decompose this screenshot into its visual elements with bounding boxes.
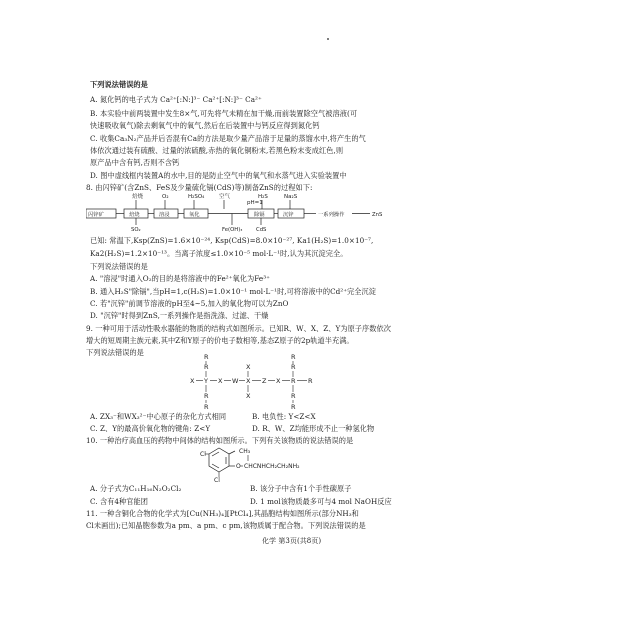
q9-structural-formula bbox=[190, 352, 360, 412]
svg-text:O: O bbox=[236, 463, 241, 470]
svg-text:Y: Y bbox=[204, 377, 208, 385]
svg-text:X: X bbox=[190, 377, 195, 385]
q7-option-c-line3: 原产品中含有钙,否则不含钙 bbox=[90, 158, 180, 167]
flow-byproduct-feoh3: Fe(OH)₃ bbox=[222, 227, 243, 233]
q8-data-line1: 已知: 常温下,Ksp(ZnS)=1.6×10⁻²⁴, Ksp(CdS)=8.0×10⁻²⁷, Ka1(H₂S)=1.0×10⁻⁷, bbox=[90, 236, 374, 245]
svg-text:X: X bbox=[246, 363, 251, 371]
q7-option-c-line2: 体依次通过装有硫酸、过量的浓硫酸,赤热的氧化铜粉末,若黑色粉末变成红色,则 bbox=[90, 146, 344, 155]
svg-text:R: R bbox=[204, 392, 209, 400]
svg-text:W: W bbox=[232, 377, 239, 385]
flow-byproduct-cds: CdS bbox=[256, 227, 267, 233]
q9-stem-line2: 增大的短周期主族元素,其中Z和Y原子的价电子数相等,基态Z原子的2p轨道半充满。 bbox=[86, 336, 354, 345]
q8-data-line2: Ka2(H₂S)=1.2×10⁻¹³。当离子浓度≤1.0×10⁻⁵ mol·L⁻¹时,认为其沉淀完全。 bbox=[90, 249, 348, 258]
scan-speck bbox=[327, 38, 329, 40]
q9-option-c: C. Z、Y的最高价氧化物的键角: Z<Y bbox=[90, 424, 211, 433]
q9-stem-line3: 下列说法错误的是 bbox=[86, 348, 144, 357]
q9-option-d: D. R、W、Z均能形成不止一种氢化物 bbox=[252, 424, 375, 433]
svg-text:X: X bbox=[218, 377, 223, 385]
q8-option-a: A. "溶浸"时通入O₂的目的是将溶液中的Fe²⁺氧化为Fe³⁺ bbox=[90, 274, 270, 283]
q7-prompt: 下列说法错误的是 bbox=[90, 80, 148, 89]
svg-text:一系列操作: 一系列操作 bbox=[318, 212, 345, 218]
flow-byproduct-so2: SO₂ bbox=[131, 227, 141, 233]
svg-text:R: R bbox=[204, 403, 209, 411]
svg-text:溶浸: 溶浸 bbox=[159, 212, 170, 218]
svg-text:R: R bbox=[291, 403, 296, 411]
svg-text:Cl: Cl bbox=[214, 477, 220, 484]
flow-top-label-4: 空气 bbox=[219, 194, 231, 200]
flow-product: ZnS bbox=[372, 212, 383, 218]
flow-top-label-3: H₂SO₄ bbox=[188, 194, 205, 200]
page-footer: 化学 第3页(共8页) bbox=[262, 537, 322, 545]
svg-text:Z: Z bbox=[262, 377, 267, 385]
q7-option-d: D. 图中虚线框内装置A的水中,目的是防止空气中的氧气和水蒸气进入实验装置中 bbox=[90, 171, 347, 180]
svg-text:X: X bbox=[246, 377, 251, 385]
q10-stem: 10. 一种治疗高血压的药物中间体的结构如图所示。下列有关该物质的说法错误的是 bbox=[86, 436, 354, 445]
svg-text:Cl: Cl bbox=[200, 451, 206, 458]
flow-top-label-2: O₂ bbox=[162, 194, 169, 200]
q10-option-c: C. 含有4种官能团 bbox=[90, 497, 149, 506]
q7-option-b-line1: B. 本实验中前两装置中发生8×气,可先将气未精在加干燥,而前装置除空气被溶液(可 bbox=[90, 109, 358, 118]
q8-option-b: B. 通入H₂S"除镉",当pH=1,c(H₂S)=1.0×10⁻¹ mol·L⁻¹时,可将溶液中的Cd²⁺完全沉淀 bbox=[90, 287, 376, 296]
svg-text:氧化: 氧化 bbox=[189, 212, 200, 218]
flow-top-label-7: Na₂S bbox=[284, 194, 298, 200]
q10-option-a: A. 分子式为C₁₁H₁₆N₂O₂Cl₂ bbox=[90, 484, 182, 493]
svg-text:R: R bbox=[291, 353, 296, 361]
q9-option-a: A. ZX₃⁻和WX₃²⁻中心原子的杂化方式相同 bbox=[90, 412, 227, 421]
svg-text:CH₃: CH₃ bbox=[239, 448, 251, 455]
svg-text:R: R bbox=[204, 353, 209, 361]
svg-text:CHCNHCH₂CH₂NH₂: CHCNHCH₂CH₂NH₂ bbox=[244, 463, 300, 470]
q11-stem-line1: 11. 一种含铜化合物的化学式为[Cu(NH₃)₄][PtCl₄],其晶胞结构如图所示(部分NH₃和 bbox=[86, 509, 359, 518]
svg-text:R: R bbox=[291, 363, 296, 371]
svg-text:X: X bbox=[246, 392, 251, 400]
q10-option-d: D. 1 mol该物质最多可与4 mol NaOH反应 bbox=[250, 497, 392, 506]
svg-text:R: R bbox=[291, 392, 296, 400]
q11-stem-line2: Cl未画出);已知晶胞参数为a pm、a pm、c pm,该物质属于配合物。下列说法错误的是 bbox=[86, 521, 366, 530]
svg-text:X: X bbox=[276, 377, 281, 385]
flow-top-label-1: 焙烧 bbox=[132, 194, 144, 200]
svg-text:R: R bbox=[204, 363, 209, 371]
q8-option-c: C. 若"沉锌"前调节溶液的pH至4~5,加入的氧化物可以为ZnO bbox=[90, 299, 289, 308]
svg-text:R: R bbox=[291, 377, 296, 385]
svg-text:R: R bbox=[308, 377, 313, 385]
svg-text:沉锌: 沉锌 bbox=[283, 212, 294, 218]
q8-option-d: D. "沉锌"时得到ZnS,一系列操作是指洗涤、过滤、干燥 bbox=[90, 311, 269, 320]
q10-option-b: B. 该分子中含有1个手性碳原子 bbox=[250, 484, 352, 493]
q7-option-c-line1: C. 收集Ca₃N₂产品并后否混有Ca的方法是取少量产品溶于足量的蒸馏水中,将产生的气 bbox=[90, 134, 366, 143]
q10-structural-formula bbox=[195, 444, 345, 488]
q9-stem-line1: 9. 一种可用于活动性吸水器能的物质的结构式如图所示。已知R、W、X、Z、Y为原子序数依次 bbox=[86, 324, 391, 333]
svg-text:除镉: 除镉 bbox=[254, 212, 265, 218]
flow-top-label-6: H₂S bbox=[258, 194, 268, 200]
q8-prompt: 下列说法错误的是 bbox=[90, 262, 148, 271]
q8-process-flow-chart bbox=[86, 193, 406, 233]
svg-text:焙烧: 焙烧 bbox=[129, 212, 140, 218]
q7-option-a: A. 氮化钙的电子式为 Ca²⁺[:N:]³⁻ Ca²⁺[:N:]³⁻ Ca²⁺ bbox=[90, 95, 262, 104]
q9-option-b: B. 电负性: Y<Z<X bbox=[252, 412, 316, 421]
flow-top-label-5: pH=1 bbox=[247, 200, 263, 206]
svg-text:闪锌矿: 闪锌矿 bbox=[88, 212, 104, 218]
q7-option-b-line2: 快速吸收氧气)除去剩氧气中的氧气,然后在后装置中与钙反应得到氮化钙 bbox=[90, 121, 320, 130]
q8-stem: 8. 由闪锌矿(含ZnS、FeS及少量硫化镉(CdS)等)制备ZnS的过程如下: bbox=[86, 183, 313, 192]
